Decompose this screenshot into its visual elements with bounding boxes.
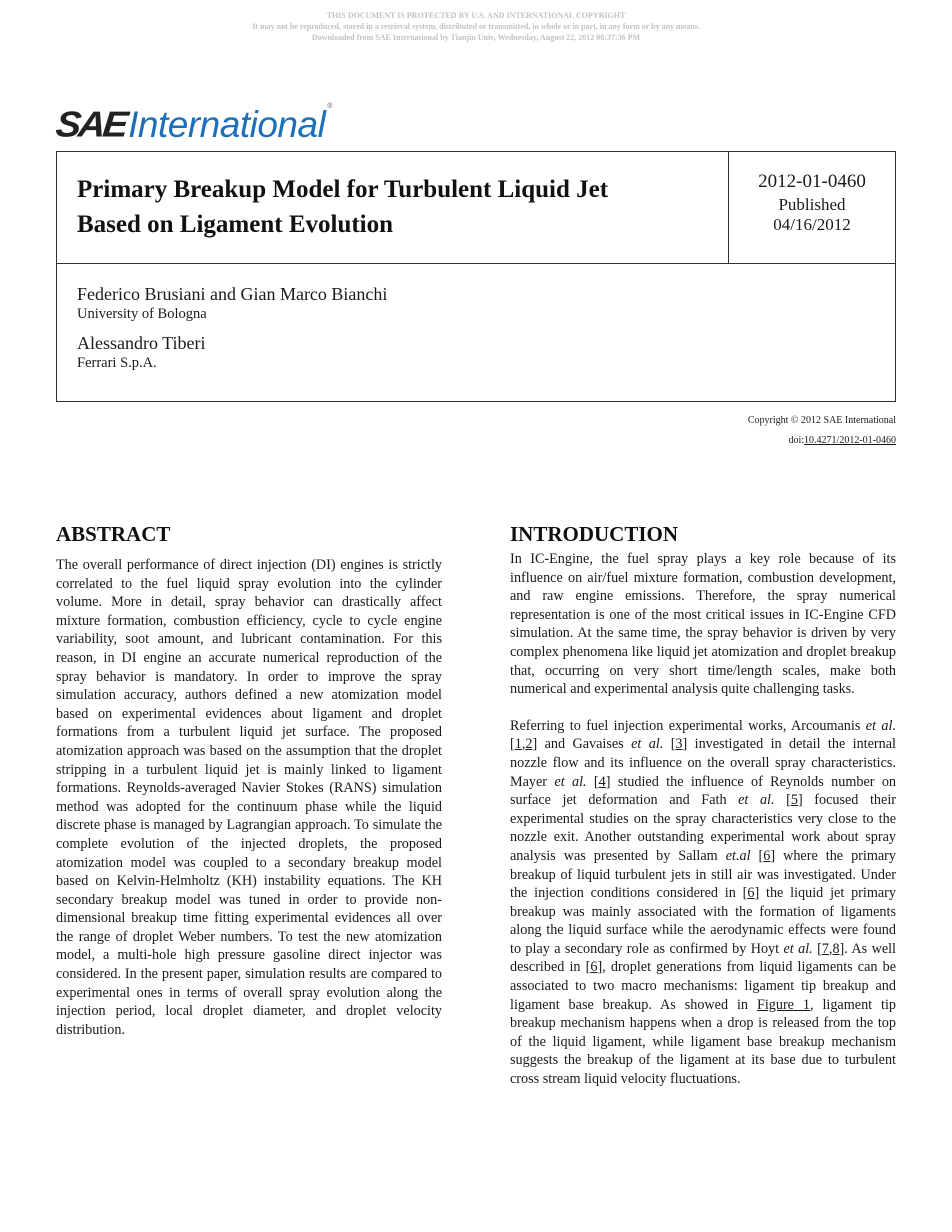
citation-link[interactable]: 6 (590, 959, 598, 976)
doi-prefix: doi: (788, 435, 805, 446)
copyright-line: Copyright © 2012 SAE International (747, 415, 896, 426)
figure-1-link[interactable]: Figure 1 (756, 996, 810, 1013)
published-label: Published (778, 195, 846, 214)
logo-international-wordmark: International (128, 104, 326, 145)
text-run: ] focused their experimental studies on the spray characteristics very close to the nozzle exit. Another outstanding experimental work about spray analysis was presented by Sallam (510, 792, 896, 864)
text-run: , (521, 736, 526, 753)
introduction-section (510, 520, 896, 1089)
et-al: et al. (738, 792, 775, 809)
copyright-watermark (0, 10, 952, 43)
abstract-section (56, 520, 442, 1039)
citation-link[interactable]: 2 (525, 736, 533, 753)
registered-mark-icon: ® (327, 103, 333, 110)
text-run: [ (586, 773, 599, 790)
text-run: , (828, 940, 833, 957)
abstract-heading: ABSTRACT (56, 522, 171, 546)
text-run: Referring to fuel injection experimental works, Arcoumanis (510, 717, 866, 734)
text-run: ] studied the influence of Reynolds number on surface jet deformation and Fath (510, 773, 897, 809)
citation-link[interactable]: 6 (763, 847, 771, 864)
text-run: ] and Gavaises (532, 736, 632, 753)
paper-id: 2012-01-0460 (758, 171, 866, 192)
abstract-text: The overall performance of direct injection (DI) engines is strictly correlated to the fuel liquid spray evolution into the cylinder volume. More in detail, spray behavior can drastically affect mixture formation, combustion efficiency, cycle to cycle engine variability, soot amount, and lubricant contamination. For this reason, in DI engine an accurate numerical reproduction of the spray behavior is mandatory. In order to improve the spray simulation accuracy, authors defined a new atomization model based on experimental evidences about ligament and droplet formations from a turbulent liquid jet surface. The proposed atomization approach was based on the assumption that the droplet stripping in a turbulent liquid jet is mainly linked to ligament formations. Reynolds-averaged Navier Stokes (RANS) simulation method was adopted for the continuum phase while the liquid discrete phase is managed by Lagrangian approach. To simulate the complete evolution of the injected droplets, the proposed atomization model was coupled to a secondary breakup model based on Kelvin-Helmholtz (KH) instability equations. The KH secondary breakup model was tuned in order to provide non-dimensional breakup time fitting experimental evidences all over the range of droplet Weber numbers. To test the new atomization model, a multi-hole high pressure gasoline direct injector was considered. In the present paper, simulation results are compared to experimental ones in terms of overall spray evolution along the injection period, local droplet diameter, and droplet velocity distribution. (56, 557, 442, 1038)
text-run: ] the liquid jet primary breakup was mainly associated with the formation of ligaments along the liquid surface while the aerodynamic effects were found to play a secondary role as confirmed by Hoyt (510, 885, 896, 957)
watermark-line-2: It may not be reproduced, stored in a retrieval system, distributed or transmitted, in whole or in part, in any form or by any means. (252, 22, 700, 31)
title-cell (57, 152, 729, 264)
text-run: ] where the primary breakup of liquid turbulent jets in still air was investigated. Under the injection conditions considered in [ (510, 847, 896, 902)
text-run: [ (812, 940, 822, 957)
title-line-2: Based on Ligament Evolution (77, 211, 394, 238)
citation-link[interactable]: 4 (598, 773, 606, 790)
author-group (77, 283, 387, 323)
text-run: [ (750, 847, 764, 864)
citation-link[interactable]: 6 (747, 885, 755, 902)
citation-link[interactable]: 8 (832, 940, 840, 957)
introduction-paragraph-2 (510, 717, 896, 1089)
paper-header-box (56, 151, 896, 402)
citation-link[interactable]: 7 (821, 940, 829, 957)
et-al: et al. (783, 940, 813, 957)
text-run: [ (663, 736, 676, 753)
introduction-paragraph-1: In IC-Engine, the fuel spray plays a key role because of its influence on air/fuel mixture formation, combustion development, and raw engine emissions. Therefore, the spray numerical representation is one of the most critical issues in IC-Engine CFD simulation. At the same time, the spray behavior is driven by very complex phenomena like liquid jet atomization and droplet breakup that, occurring on very short time/length scales, make both numerical and experimental analysis quite challenging tasks. (510, 551, 896, 698)
title-line-1: Primary Breakup Model for Turbulent Liquid Jet (77, 176, 609, 203)
authors-block (77, 283, 387, 372)
doi-link[interactable]: 10.4271/2012-01-0460 (804, 435, 896, 446)
et-al: et al. (631, 736, 664, 753)
text-run: ], droplet generations from liquid ligaments can be associated to two macro mechanisms: ligament tip breakup and ligament base breakup. As showed in (510, 959, 896, 1013)
text-run: ]. As well described in [ (510, 940, 896, 976)
et-al: et al. (554, 773, 587, 790)
text-run: , ligament tip breakup mechanism happens when a drop is released from the top of the liquid ligament, while ligament base breakup mechanism suggests the breakup of the ligament at its base due to turbulent cross stream liquid velocity fluctuations. (510, 996, 896, 1088)
author-names: Federico Brusiani and Gian Marco Bianchi (77, 284, 388, 304)
watermark-line-1: THIS DOCUMENT IS PROTECTED BY U.S. AND INTERNATIONAL COPYRIGHT (326, 11, 626, 20)
copyright-block (748, 411, 896, 451)
author-affiliation: University of Bologna (77, 306, 207, 322)
author-group (77, 332, 387, 372)
doi-line (748, 431, 896, 451)
author-affiliation: Ferrari S.p.A. (77, 355, 157, 371)
text-run: ] investigated in detail the internal nozzle flow and its influence on the overall spray characteristics. Mayer (510, 736, 896, 790)
citation-link[interactable]: 5 (790, 792, 798, 809)
watermark-line-3: Downloaded from SAE International by Tianjin Univ, Wednesday, August 22, 2012 08:37:36 PM (311, 33, 641, 42)
citation-link[interactable]: 1 (514, 736, 522, 753)
et-al: et al. (865, 717, 897, 734)
publication-info-cell (729, 152, 895, 264)
published-date: 04/16/2012 (773, 215, 851, 234)
text-run: [ (510, 736, 515, 753)
citation-link[interactable]: 3 (675, 736, 683, 753)
logo-sae-wordmark: SAE (53, 105, 128, 145)
author-names: Alessandro Tiberi (77, 333, 206, 353)
introduction-heading: INTRODUCTION (510, 522, 679, 546)
et-al: et.al (725, 847, 751, 864)
sae-international-logo (53, 101, 333, 145)
paper-title (77, 172, 608, 242)
text-run: [ (774, 792, 791, 809)
